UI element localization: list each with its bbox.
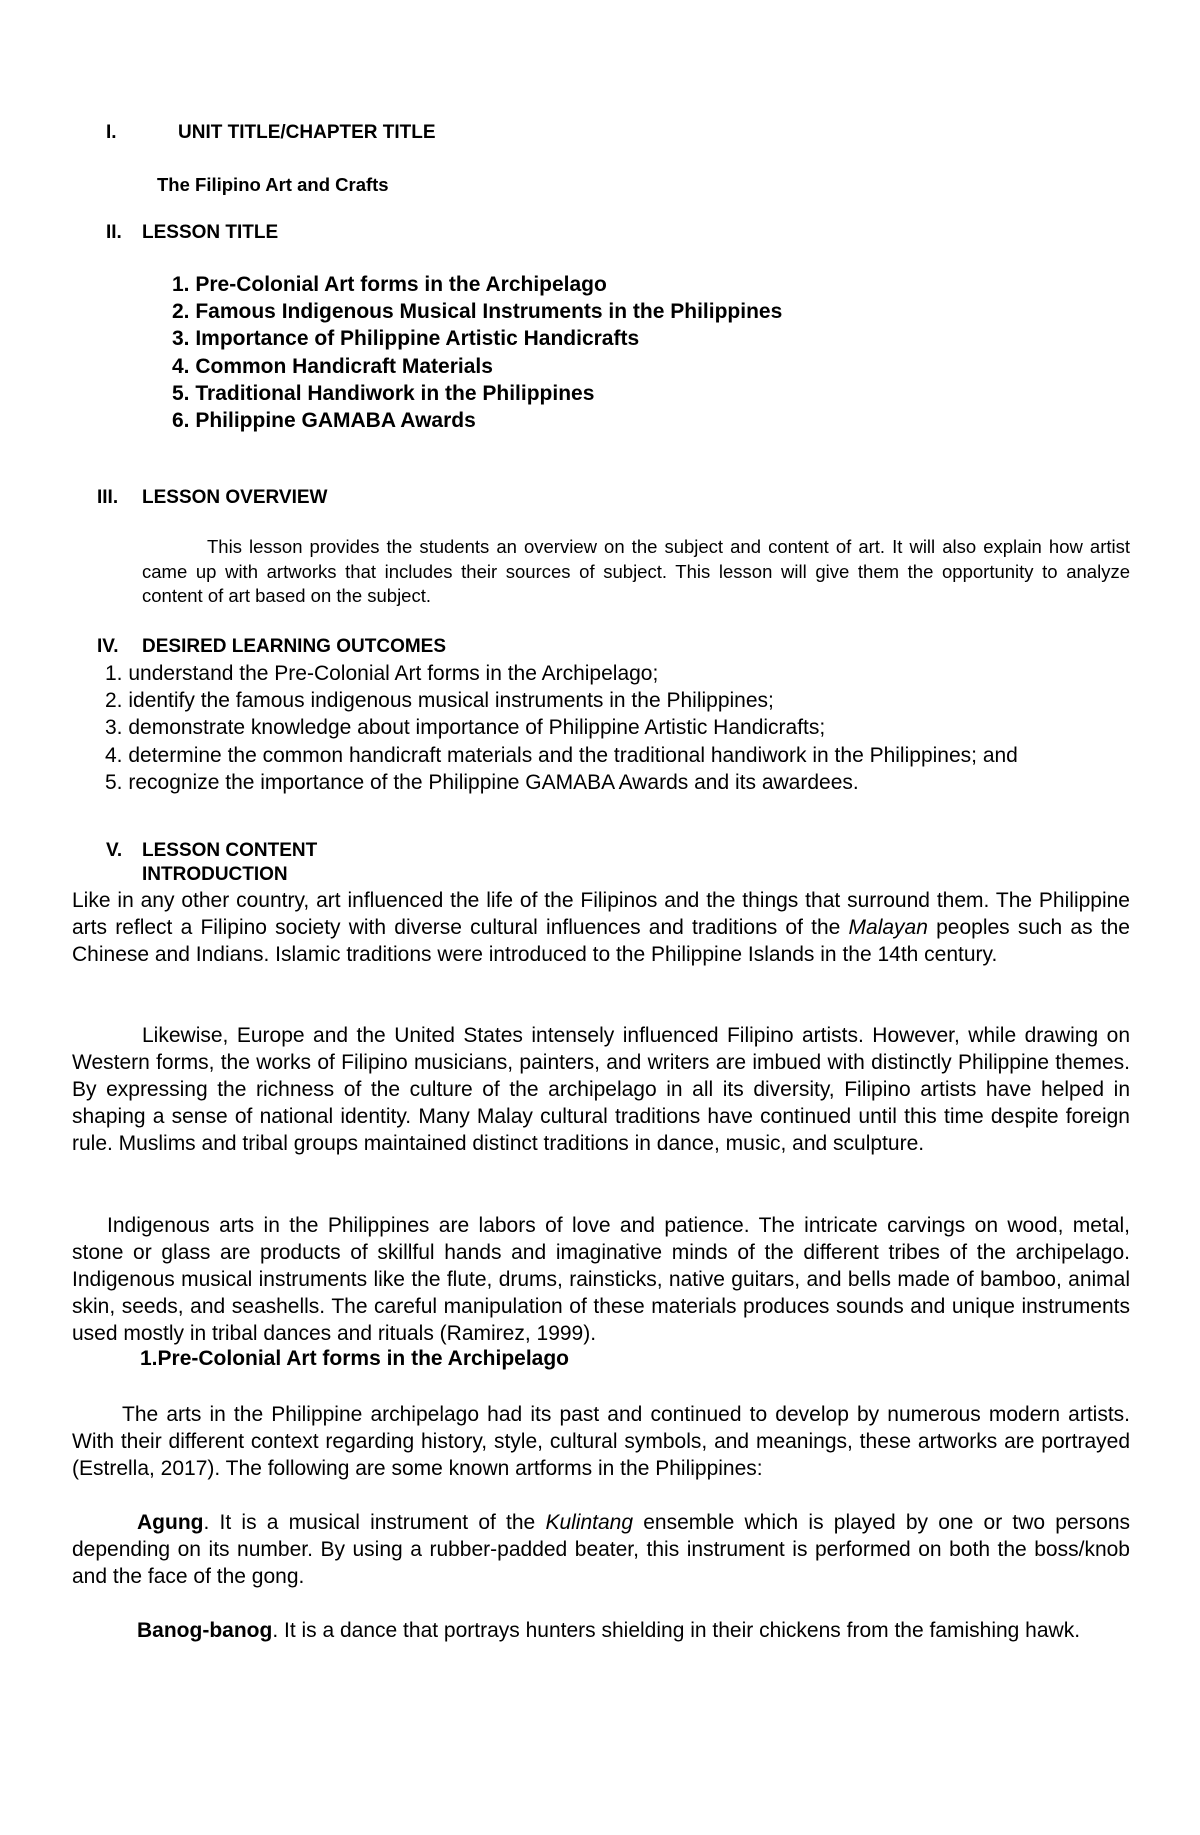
section-1-numeral: I. (106, 122, 117, 143)
learning-outcome-item: 5. recognize the importance of the Philippine GAMABA Awards and its awardees. (105, 770, 859, 794)
precolonial-heading: 1.Pre-Colonial Art forms in the Archipelago (140, 1347, 570, 1370)
indigenous-arts-paragraph: Indigenous arts in the Philippines are labors of love and patience. The intricate carvings on wood, metal, stone or glass are products of skillful hands and imaginative minds of the different tribes of the archipelago. Indigenous musical instruments like the flute, drums, rainsticks, native guitars, and bells made of bamboo, animal skin, seeds, and seashells. The careful manipulation of these materials produces sounds and unique instruments used mostly in tribal dances and rituals (Ramirez, 1999). (72, 1214, 1130, 1345)
lesson-title-item: 1. Pre-Colonial Art forms in the Archipelago (172, 273, 607, 296)
unit-subtitle: The Filipino Art and Crafts (157, 174, 389, 195)
learning-outcome-item: 4. determine the common handicraft materials and the traditional handiwork in the Philippines; and (105, 743, 1018, 767)
lesson-title-list (172, 271, 782, 434)
section-4-title: DESIRED LEARNING OUTCOMES (142, 636, 447, 657)
lesson-title-item: 5. Traditional Handiwork in the Philippines (172, 381, 595, 405)
section-2-numeral: II. (106, 222, 122, 243)
malayan-term: Malayan (848, 916, 928, 939)
learning-outcomes-list (105, 660, 1018, 796)
section-4-numeral: IV. (97, 636, 119, 657)
section-5-numeral: V. (106, 840, 123, 861)
learning-outcome-item: 1. understand the Pre-Colonial Art forms in the Archipelago; (105, 662, 659, 685)
learning-outcome-item: 2. identify the famous indigenous musical instruments in the Philippines; (105, 689, 774, 713)
section-2-title: LESSON TITLE (142, 222, 279, 243)
intro-text-b: peoples such as the Chinese and Indians. Islamic traditions were introduced to the Philippine Islands in the 14th century. (72, 916, 1130, 966)
lesson-title-item: 6. Philippine GAMABA Awards (172, 409, 476, 433)
introduction-heading: INTRODUCTION (142, 864, 288, 885)
banog-term: Banog-banog (137, 1619, 273, 1642)
agung-paragraph (72, 1509, 1130, 1590)
artforms-paragraph: The arts in the Philippine archipelago had its past and continued to develop by numerous modern artists. With their different context regarding history, style, cultural symbols, and meanings, these artworks are portrayed (Estrella, 2017). The following are some known artforms in the Philippines: (72, 1403, 1130, 1480)
section-3-numeral: III. (97, 487, 119, 508)
lesson-title-item: 2. Famous Indigenous Musical Instruments in the Philippines (172, 300, 783, 324)
section-3-title: LESSON OVERVIEW (142, 487, 328, 508)
kulintang-term: Kulintang (545, 1511, 634, 1534)
agung-text-b: ensemble which is played by one or two persons depending on its number. By using a rubber-padded beater, this instrument is performed on both the boss/knob and the face of the gong. (72, 1511, 1130, 1588)
lesson-title-item: 4. Common Handicraft Materials (172, 354, 493, 378)
banog-text: . It is a dance that portrays hunters shielding in their chickens from the famishing hawk. (272, 1619, 1081, 1642)
section-5-title: LESSON CONTENT (142, 840, 318, 861)
learning-outcome-item: 3. demonstrate knowledge about importance of Philippine Artistic Handicrafts; (105, 716, 826, 740)
agung-text-a: . It is a musical instrument of the (203, 1511, 546, 1534)
agung-term: Agung (137, 1511, 204, 1534)
influence-paragraph: Likewise, Europe and the United States intensely influenced Filipino artists. However, while drawing on Western forms, the works of Filipino musicians, painters, and writers are imbued with distinctly Philippine themes. By expressing the richness of the culture of the archipelago in all its diversity, Filipino artists have helped in shaping a sense of national identity. Many Malay cultural traditions have continued until this time despite foreign rule. Muslims and tribal groups maintained distinct traditions in dance, music, and sculpture. (72, 1024, 1130, 1155)
banog-paragraph (72, 1617, 1130, 1644)
lesson-title-item: 3. Importance of Philippine Artistic Handicrafts (172, 327, 640, 351)
intro-paragraph (72, 887, 1130, 968)
section-1-title: UNIT TITLE/CHAPTER TITLE (178, 122, 436, 143)
lesson-overview-text: This lesson provides the students an overview on the subject and content of art. It will also explain how artist came up with artworks that includes their sources of subject. This lesson will give them the opportunity to analyze content of art based on the subject. (142, 536, 1130, 606)
intro-text-a: Like in any other country, art influenced the life of the Filipinos and the things that surround them. The Philippine arts reflect a Filipino society with diverse cultural influences and traditions of the (72, 889, 1130, 939)
